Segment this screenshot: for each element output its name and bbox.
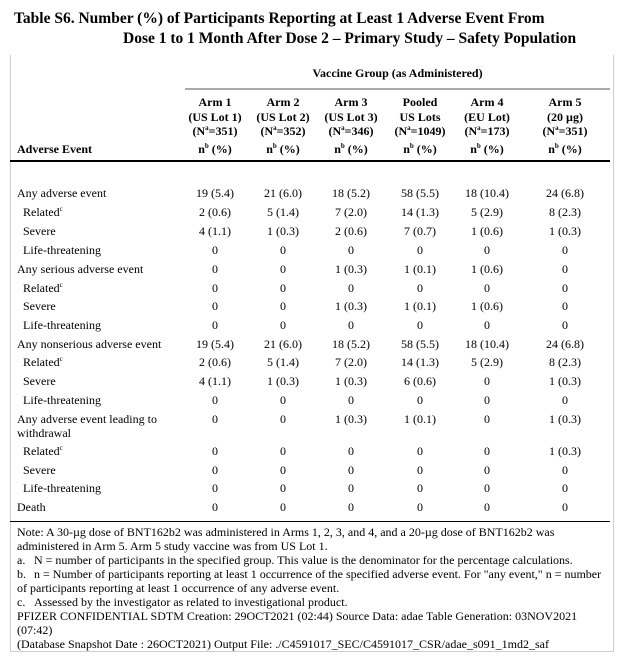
cell-value: 19 (5.4) <box>196 337 234 351</box>
cell-value: 18 (5.2) <box>332 337 370 351</box>
row-label: Death <box>17 500 46 514</box>
column-n: $(N^a=173)$ <box>464 124 510 138</box>
cell-value: 14 (1.3) <box>401 205 439 219</box>
column-n: $(N^a=1049)$ <box>394 124 446 138</box>
cell-value: 1 (0.3) <box>549 374 581 388</box>
cell-value: 21 (6.0) <box>264 186 302 200</box>
column-unit: $n^b$ (%) <box>334 141 368 156</box>
cell-value: 0 <box>212 243 218 257</box>
row-label: Related$^c$ <box>23 355 63 369</box>
cell-value: 2 (0.6) <box>199 205 231 219</box>
column-name: Arm 2 <box>266 95 300 109</box>
row-label: Any adverse event <box>17 186 107 200</box>
column-unit: $n^b$ (%) <box>470 141 504 156</box>
column-unit: $n^b$ (%) <box>198 141 232 156</box>
row-label: Life-threatening <box>23 393 101 407</box>
cell-value: 0 <box>280 299 286 313</box>
cell-value: 0 <box>348 243 354 257</box>
column-unit: $n^b$ (%) <box>266 141 300 156</box>
column-name: Arm 1 <box>198 95 232 109</box>
cell-value: 0 <box>417 393 423 407</box>
cell-value: 1 (0.3) <box>549 412 581 426</box>
column-name: Arm 5 <box>548 95 582 109</box>
cell-value: 0 <box>280 444 286 458</box>
cell-value: 0 <box>280 262 286 276</box>
cell-value: 0 <box>212 412 218 426</box>
cell-value: 1 (0.1) <box>404 412 436 426</box>
cell-value: 1 (0.6) <box>471 299 503 313</box>
cell-value: 8 (2.3) <box>549 355 581 369</box>
cell-value: 0 <box>562 393 568 407</box>
cell-value: 0 <box>348 481 354 495</box>
cell-value: 18 (5.2) <box>332 186 370 200</box>
column-unit: $n^b$ (%) <box>403 141 437 156</box>
cell-value: 0 <box>348 393 354 407</box>
cell-value: 0 <box>562 500 568 514</box>
cell-value: 0 <box>484 243 490 257</box>
cell-value: 0 <box>484 393 490 407</box>
table-title <box>14 9 614 49</box>
footnote: c. Assessed by the investigator as related to investigational product. <box>17 595 348 609</box>
cell-value: 0 <box>484 500 490 514</box>
cell-value: 0 <box>562 463 568 477</box>
row-label: Related$^c$ <box>23 281 63 295</box>
cell-value: 1 (0.6) <box>471 262 503 276</box>
cell-value: 18 (10.4) <box>465 337 509 351</box>
cell-value: 0 <box>212 444 218 458</box>
row-label: Related$^c$ <box>23 205 63 219</box>
cell-value: 0 <box>212 281 218 295</box>
cell-value: 2 (0.6) <box>199 355 231 369</box>
cell-value: 0 <box>280 281 286 295</box>
column-n: $(N^a=346)$ <box>328 124 374 138</box>
column-subname: (US Lot 3) <box>324 109 378 124</box>
cell-value: 7 (0.7) <box>404 224 436 238</box>
cell-value: 0 <box>484 281 490 295</box>
row-label: Severe <box>23 463 56 477</box>
cell-value: 0 <box>417 444 423 458</box>
table-notes <box>17 525 609 651</box>
cell-value: 21 (6.0) <box>264 337 302 351</box>
cell-value: 0 <box>212 481 218 495</box>
cell-value: 0 <box>280 393 286 407</box>
column-name: Arm 4 <box>470 95 504 109</box>
title-line-1: Table S6. Number (%) of Participants Reporting at Least 1 Adverse Event From <box>14 10 545 27</box>
cell-value: 0 <box>562 281 568 295</box>
cell-value: 1 (0.3) <box>335 299 367 313</box>
cell-value: 0 <box>417 481 423 495</box>
cell-value: 1 (0.1) <box>404 262 436 276</box>
cell-value: 0 <box>562 481 568 495</box>
cell-value: 0 <box>417 243 423 257</box>
footnote: a. N = number of participants in the specified group. This value is the denominator for the percentage calculations. <box>17 553 573 567</box>
cell-value: 0 <box>280 500 286 514</box>
column-header <box>247 95 319 156</box>
cell-value: 0 <box>562 299 568 313</box>
column-header <box>529 95 601 156</box>
cell-value: 0 <box>562 318 568 332</box>
column-header <box>451 95 523 156</box>
cell-value: 0 <box>484 374 490 388</box>
cell-value: 24 (6.8) <box>546 337 584 351</box>
cell-value: 1 (0.3) <box>267 224 299 238</box>
cell-value: 0 <box>212 500 218 514</box>
column-header <box>179 95 251 156</box>
cell-value: 0 <box>484 412 490 426</box>
footer-rule <box>10 521 610 522</box>
column-subname: (EU Lot) <box>464 109 510 124</box>
title-line-2: Dose 1 to 1 Month After Dose 2 – Primary Study – Safety Population <box>123 30 577 47</box>
row-label: Any serious adverse event <box>17 262 144 276</box>
cell-value: 1 (0.3) <box>335 262 367 276</box>
cell-value: 2 (0.6) <box>335 224 367 238</box>
column-subname: (US Lot 1) <box>188 109 242 124</box>
cell-value: 4 (1.1) <box>199 374 231 388</box>
cell-value: 7 (2.0) <box>335 355 367 369</box>
cell-value: 1 (0.3) <box>549 224 581 238</box>
cell-value: 0 <box>484 444 490 458</box>
row-label: Severe <box>23 224 56 238</box>
column-n: $(N^a=351)$ <box>192 124 238 138</box>
column-name: Pooled <box>402 95 438 109</box>
column-subname: (US Lot 2) <box>256 109 310 124</box>
column-n: $(N^a=352)$ <box>260 124 306 138</box>
row-label: Any adverse event leading to withdrawal <box>17 412 157 440</box>
cell-value: 0 <box>417 463 423 477</box>
cell-value: 8 (2.3) <box>549 205 581 219</box>
cell-value: 0 <box>280 412 286 426</box>
cell-value: 0 <box>280 463 286 477</box>
cell-value: 0 <box>348 444 354 458</box>
cell-value: 0 <box>348 500 354 514</box>
cell-value: 0 <box>562 262 568 276</box>
cell-value: 24 (6.8) <box>546 186 584 200</box>
cell-value: 0 <box>484 463 490 477</box>
note-text: Note: A 30-µg dose of BNT162b2 was administered in Arms 1, 2, 3, and 4, and a 20-µg dose of BNT162b2 was administered in Arm 5. Arm 5 study vaccine was from US Lot 1. <box>17 525 555 553</box>
cell-value: 14 (1.3) <box>401 355 439 369</box>
cell-value: 19 (5.4) <box>196 186 234 200</box>
cell-value: 6 (0.6) <box>404 374 436 388</box>
group-divider <box>185 88 610 90</box>
cell-value: 0 <box>280 243 286 257</box>
cell-value: 1 (0.3) <box>335 412 367 426</box>
cell-value: 4 (1.1) <box>199 224 231 238</box>
cell-value: 0 <box>348 318 354 332</box>
cell-value: 0 <box>280 318 286 332</box>
cell-value: 0 <box>212 393 218 407</box>
footnote: b. n = Number of participants reporting at least 1 occurrence of the specified adverse event. For "any event," n = number of participants reporting at least 1 occurrence of any adverse event. <box>17 567 602 595</box>
confidential-line: PFIZER CONFIDENTIAL SDTM Creation: 29OCT2021 (02:44) Source Data: adae Table Generation: 03NOV2021 (07:42) <box>17 609 578 637</box>
column-header <box>384 95 456 156</box>
column-n: $(N^a=351)$ <box>542 124 588 138</box>
column-subname: US Lots <box>399 109 441 124</box>
cell-value: 0 <box>212 463 218 477</box>
row-label: Severe <box>23 299 56 313</box>
cell-value: 0 <box>484 318 490 332</box>
cell-value: 58 (5.5) <box>401 186 439 200</box>
header-rule <box>10 160 610 162</box>
cell-value: 5 (1.4) <box>267 205 299 219</box>
cell-value: 5 (1.4) <box>267 355 299 369</box>
row-label: Related$^c$ <box>23 444 63 458</box>
row-label: Life-threatening <box>23 243 101 257</box>
cell-value: 1 (0.3) <box>335 374 367 388</box>
cell-value: 0 <box>348 281 354 295</box>
cell-value: 0 <box>417 281 423 295</box>
column-unit: $n^b$ (%) <box>548 141 582 156</box>
cell-value: 58 (5.5) <box>401 337 439 351</box>
cell-value: 0 <box>212 318 218 332</box>
cell-value: 0 <box>417 318 423 332</box>
vaccine-group-header: Vaccine Group (as Administered) <box>312 66 483 80</box>
cell-value: 0 <box>212 262 218 276</box>
row-label: Life-threatening <box>23 481 101 495</box>
adverse-event-header: Adverse Event <box>17 142 92 156</box>
cell-value: 1 (0.3) <box>267 374 299 388</box>
cell-value: 0 <box>212 299 218 313</box>
cell-value: 7 (2.0) <box>335 205 367 219</box>
cell-value: 5 (2.9) <box>471 355 503 369</box>
column-subname: (20 µg) <box>547 109 583 124</box>
cell-value: 1 (0.1) <box>404 299 436 313</box>
cell-value: 18 (10.4) <box>465 186 509 200</box>
cell-value: 5 (2.9) <box>471 205 503 219</box>
row-label: Any nonserious adverse event <box>17 337 162 351</box>
cell-value: 1 (0.3) <box>549 444 581 458</box>
row-label: Life-threatening <box>23 318 101 332</box>
cell-value: 0 <box>562 243 568 257</box>
cell-value: 0 <box>484 481 490 495</box>
cell-value: 1 (0.6) <box>471 224 503 238</box>
column-header <box>315 95 387 156</box>
cell-value: 0 <box>280 481 286 495</box>
column-name: Arm 3 <box>334 95 368 109</box>
snapshot-line: (Database Snapshot Date : 26OCT2021) Output File: ./C4591017_SEC/C4591017_CSR/adae_s091_1md2_saf <box>17 637 549 651</box>
row-label: Severe <box>23 374 56 388</box>
cell-value: 0 <box>348 463 354 477</box>
cell-value: 0 <box>417 500 423 514</box>
